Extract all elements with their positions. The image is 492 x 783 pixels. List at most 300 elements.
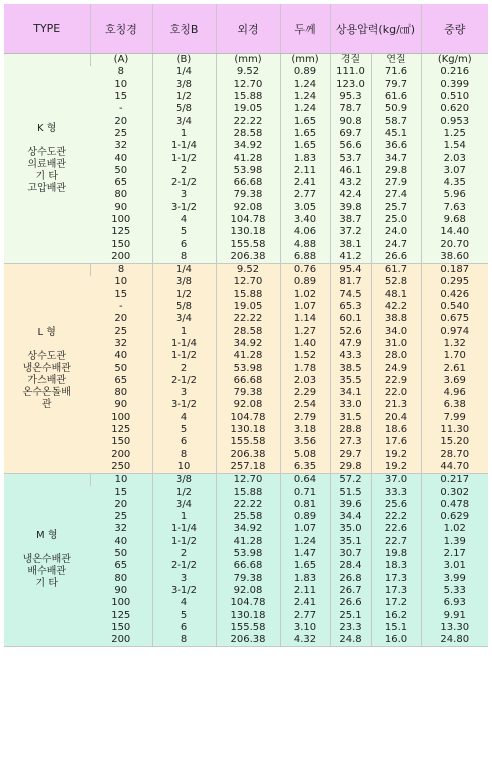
nominal-b-cell: 3-1/2 (152, 399, 216, 411)
weight-cell: 0.295 (421, 276, 488, 288)
copper-pipe-spec-table (4, 4, 488, 647)
nominal-b-cell: 4 (152, 214, 216, 226)
thickness-cell: 1.27 (280, 326, 330, 338)
pressure-soft-cell: 24.7 (371, 238, 421, 250)
weight-cell: 1.70 (421, 350, 488, 362)
pressure-soft-cell: 58.7 (371, 115, 421, 127)
nominal-b-cell: 3 (152, 189, 216, 201)
pressure-soft-cell: 19.2 (371, 461, 421, 474)
thickness-cell: 1.07 (280, 523, 330, 535)
nominal-a-cell: 150 (90, 238, 152, 250)
type-name: K 형 (37, 122, 57, 134)
weight-cell: 1.02 (421, 523, 488, 535)
type-cell (4, 54, 90, 264)
outer-diameter-cell: 34.92 (216, 523, 280, 535)
thickness-cell: 4.32 (280, 634, 330, 647)
nominal-a-cell: - (90, 301, 152, 313)
nominal-b-cell: 2 (152, 362, 216, 374)
outer-diameter-cell: 79.38 (216, 387, 280, 399)
pressure-hard-cell: 23.3 (330, 622, 371, 634)
thickness-cell: 0.89 (280, 276, 330, 288)
thickness-cell: 0.71 (280, 486, 330, 498)
nominal-a-cell: 65 (90, 177, 152, 189)
weight-cell: 1.25 (421, 128, 488, 140)
nominal-a-cell: 200 (90, 449, 152, 461)
weight-cell: 9.68 (421, 214, 488, 226)
outer-diameter-cell: 15.88 (216, 486, 280, 498)
pressure-hard-cell: 28.4 (330, 560, 371, 572)
outer-diameter-cell: 22.22 (216, 115, 280, 127)
nominal-b-cell: 2 (152, 165, 216, 177)
nominal-b-cell: 8 (152, 634, 216, 647)
pressure-soft-cell: 42.2 (371, 301, 421, 313)
pressure-hard-cell: 123.0 (330, 79, 371, 91)
nominal-b-cell: 1/2 (152, 91, 216, 103)
thickness-cell: 1.47 (280, 548, 330, 560)
header-row (4, 4, 488, 54)
nominal-b-cell: 1-1/4 (152, 140, 216, 152)
weight-cell: 6.38 (421, 399, 488, 411)
pressure-soft-cell: 16.2 (371, 609, 421, 621)
unit-w: (Kg/m) (421, 54, 488, 67)
outer-diameter-cell: 41.28 (216, 350, 280, 362)
pressure-soft-cell: 17.3 (371, 585, 421, 597)
pressure-hard-cell: 35.0 (330, 523, 371, 535)
outer-diameter-cell: 9.52 (216, 264, 280, 277)
header-weight: 중량 (421, 4, 488, 54)
pressure-hard-cell: 30.7 (330, 548, 371, 560)
nominal-b-cell: 3/8 (152, 474, 216, 487)
nominal-b-cell: 3-1/2 (152, 585, 216, 597)
weight-cell: 2.17 (421, 548, 488, 560)
thickness-cell: 1.07 (280, 301, 330, 313)
outer-diameter-cell: 92.08 (216, 399, 280, 411)
weight-cell: 0.399 (421, 79, 488, 91)
unit-p2: 연질 (371, 54, 421, 67)
thickness-cell: 4.06 (280, 226, 330, 238)
nominal-a-cell: 50 (90, 362, 152, 374)
nominal-a-cell: - (90, 103, 152, 115)
pressure-hard-cell: 95.3 (330, 91, 371, 103)
pressure-soft-cell: 61.7 (371, 264, 421, 277)
thickness-cell: 1.65 (280, 115, 330, 127)
pressure-soft-cell: 22.6 (371, 523, 421, 535)
pressure-soft-cell: 27.4 (371, 189, 421, 201)
pressure-soft-cell: 17.6 (371, 436, 421, 448)
thickness-cell: 2.11 (280, 165, 330, 177)
unit-a: (A) (90, 54, 152, 67)
pressure-soft-cell: 34.0 (371, 326, 421, 338)
nominal-a-cell: 200 (90, 634, 152, 647)
pressure-hard-cell: 34.1 (330, 387, 371, 399)
thickness-cell: 2.11 (280, 585, 330, 597)
thickness-cell: 3.10 (280, 622, 330, 634)
nominal-a-cell: 20 (90, 115, 152, 127)
pressure-hard-cell: 78.7 (330, 103, 371, 115)
type-name: L 형 (37, 326, 56, 338)
pressure-soft-cell: 24.9 (371, 362, 421, 374)
unit-row (4, 54, 488, 67)
thickness-cell: 1.24 (280, 79, 330, 91)
nominal-b-cell: 5/8 (152, 301, 216, 313)
weight-cell: 0.217 (421, 474, 488, 487)
outer-diameter-cell: 22.22 (216, 499, 280, 511)
nominal-a-cell: 150 (90, 436, 152, 448)
nominal-a-cell: 15 (90, 289, 152, 301)
nominal-a-cell: 90 (90, 202, 152, 214)
nominal-a-cell: 65 (90, 375, 152, 387)
pressure-soft-cell: 50.9 (371, 103, 421, 115)
pressure-soft-cell: 22.0 (371, 387, 421, 399)
weight-cell: 5.96 (421, 189, 488, 201)
pressure-hard-cell: 42.4 (330, 189, 371, 201)
pressure-soft-cell: 36.6 (371, 140, 421, 152)
nominal-b-cell: 3/4 (152, 313, 216, 325)
nominal-a-cell: 80 (90, 572, 152, 584)
outer-diameter-cell: 34.92 (216, 140, 280, 152)
weight-cell: 0.675 (421, 313, 488, 325)
weight-cell: 15.20 (421, 436, 488, 448)
outer-diameter-cell: 79.38 (216, 572, 280, 584)
pressure-soft-cell: 22.2 (371, 511, 421, 523)
nominal-b-cell: 1 (152, 511, 216, 523)
nominal-a-cell: 40 (90, 152, 152, 164)
weight-cell: 0.540 (421, 301, 488, 313)
pressure-hard-cell: 46.1 (330, 165, 371, 177)
pressure-soft-cell: 17.2 (371, 597, 421, 609)
pressure-hard-cell: 28.8 (330, 424, 371, 436)
nominal-a-cell: 8 (90, 264, 152, 277)
weight-cell: 1.54 (421, 140, 488, 152)
pressure-hard-cell: 27.3 (330, 436, 371, 448)
nominal-b-cell: 10 (152, 461, 216, 474)
pressure-soft-cell: 29.8 (371, 165, 421, 177)
pressure-hard-cell: 35.1 (330, 536, 371, 548)
weight-cell: 14.40 (421, 226, 488, 238)
thickness-cell: 2.79 (280, 412, 330, 424)
nominal-b-cell: 8 (152, 449, 216, 461)
thickness-cell: 0.89 (280, 66, 330, 78)
thickness-cell: 1.52 (280, 350, 330, 362)
thickness-cell: 1.24 (280, 91, 330, 103)
pressure-soft-cell: 19.8 (371, 548, 421, 560)
header-nominal-b: 호칭B (152, 4, 216, 54)
pressure-hard-cell: 74.5 (330, 289, 371, 301)
pressure-soft-cell: 31.0 (371, 338, 421, 350)
thickness-cell: 1.65 (280, 128, 330, 140)
pressure-soft-cell: 17.3 (371, 572, 421, 584)
thickness-cell: 0.76 (280, 264, 330, 277)
pressure-hard-cell: 65.3 (330, 301, 371, 313)
outer-diameter-cell: 12.70 (216, 474, 280, 487)
outer-diameter-cell: 9.52 (216, 66, 280, 78)
pressure-soft-cell: 18.3 (371, 560, 421, 572)
nominal-a-cell: 8 (90, 66, 152, 78)
thickness-cell: 0.64 (280, 474, 330, 487)
weight-cell: 0.216 (421, 66, 488, 78)
weight-cell: 7.63 (421, 202, 488, 214)
nominal-b-cell: 4 (152, 597, 216, 609)
pressure-soft-cell: 28.0 (371, 350, 421, 362)
nominal-b-cell: 3/4 (152, 115, 216, 127)
header-thickness: 두께 (280, 4, 330, 54)
pressure-hard-cell: 43.3 (330, 350, 371, 362)
thickness-cell: 1.40 (280, 338, 330, 350)
pressure-soft-cell: 34.7 (371, 152, 421, 164)
thickness-cell: 3.18 (280, 424, 330, 436)
pressure-soft-cell: 38.8 (371, 313, 421, 325)
outer-diameter-cell: 104.78 (216, 412, 280, 424)
pressure-hard-cell: 34.4 (330, 511, 371, 523)
type-uses: 냉온수배관 배수배관 기 타 (22, 554, 71, 590)
weight-cell: 0.302 (421, 486, 488, 498)
weight-cell: 0.426 (421, 289, 488, 301)
outer-diameter-cell: 130.18 (216, 609, 280, 621)
nominal-a-cell: 80 (90, 189, 152, 201)
pressure-soft-cell: 25.7 (371, 202, 421, 214)
thickness-cell: 1.78 (280, 362, 330, 374)
weight-cell: 11.30 (421, 424, 488, 436)
nominal-a-cell: 40 (90, 536, 152, 548)
outer-diameter-cell: 19.05 (216, 301, 280, 313)
nominal-a-cell: 90 (90, 585, 152, 597)
outer-diameter-cell: 104.78 (216, 214, 280, 226)
nominal-a-cell: 100 (90, 597, 152, 609)
nominal-b-cell: 2-1/2 (152, 177, 216, 189)
pressure-soft-cell: 71.6 (371, 66, 421, 78)
type-name: M 형 (36, 530, 58, 542)
weight-cell: 3.99 (421, 572, 488, 584)
unit-b: (B) (152, 54, 216, 67)
nominal-b-cell: 1/4 (152, 66, 216, 78)
nominal-b-cell: 3 (152, 572, 216, 584)
thickness-cell: 3.56 (280, 436, 330, 448)
pressure-soft-cell: 19.2 (371, 449, 421, 461)
nominal-b-cell: 5 (152, 226, 216, 238)
nominal-a-cell: 25 (90, 511, 152, 523)
header-type: TYPE (4, 4, 90, 54)
pressure-hard-cell: 38.1 (330, 238, 371, 250)
pressure-soft-cell: 22.7 (371, 536, 421, 548)
thickness-cell: 0.89 (280, 511, 330, 523)
nominal-a-cell: 125 (90, 226, 152, 238)
pressure-hard-cell: 90.8 (330, 115, 371, 127)
pressure-hard-cell: 41.2 (330, 251, 371, 264)
outer-diameter-cell: 19.05 (216, 103, 280, 115)
nominal-a-cell: 40 (90, 350, 152, 362)
pressure-hard-cell: 39.6 (330, 499, 371, 511)
pressure-hard-cell: 81.7 (330, 276, 371, 288)
unit-od: (mm) (216, 54, 280, 67)
outer-diameter-cell: 15.88 (216, 289, 280, 301)
outer-diameter-cell: 22.22 (216, 313, 280, 325)
nominal-b-cell: 1 (152, 128, 216, 140)
thickness-cell: 6.88 (280, 251, 330, 264)
nominal-a-cell: 32 (90, 338, 152, 350)
type-uses: 상수도관 냉온수배관 가스배관 온수온돌배 관 (22, 350, 71, 410)
outer-diameter-cell: 28.58 (216, 326, 280, 338)
thickness-cell: 1.14 (280, 313, 330, 325)
thickness-cell: 6.35 (280, 461, 330, 474)
weight-cell: 0.629 (421, 511, 488, 523)
nominal-b-cell: 1/2 (152, 486, 216, 498)
outer-diameter-cell: 130.18 (216, 424, 280, 436)
outer-diameter-cell: 206.38 (216, 251, 280, 264)
nominal-b-cell: 5/8 (152, 103, 216, 115)
outer-diameter-cell: 92.08 (216, 585, 280, 597)
weight-cell: 0.510 (421, 91, 488, 103)
nominal-a-cell: 90 (90, 399, 152, 411)
nominal-a-cell: 100 (90, 214, 152, 226)
nominal-b-cell: 6 (152, 622, 216, 634)
weight-cell: 24.80 (421, 634, 488, 647)
thickness-cell: 2.77 (280, 189, 330, 201)
pressure-soft-cell: 27.9 (371, 177, 421, 189)
outer-diameter-cell: 257.18 (216, 461, 280, 474)
weight-cell: 0.974 (421, 326, 488, 338)
thickness-cell: 3.05 (280, 202, 330, 214)
nominal-b-cell: 5 (152, 424, 216, 436)
weight-cell: 20.70 (421, 238, 488, 250)
thickness-cell: 1.65 (280, 560, 330, 572)
thickness-cell: 2.41 (280, 177, 330, 189)
pressure-soft-cell: 48.1 (371, 289, 421, 301)
outer-diameter-cell: 66.68 (216, 177, 280, 189)
outer-diameter-cell: 66.68 (216, 375, 280, 387)
nominal-a-cell: 125 (90, 424, 152, 436)
pressure-soft-cell: 26.6 (371, 251, 421, 264)
outer-diameter-cell: 12.70 (216, 79, 280, 91)
nominal-b-cell: 3 (152, 387, 216, 399)
thickness-cell: 2.77 (280, 609, 330, 621)
pressure-hard-cell: 53.7 (330, 152, 371, 164)
weight-cell: 3.07 (421, 165, 488, 177)
header-working-pressure: 상용압력(kg/㎠) (330, 4, 421, 54)
nominal-a-cell: 100 (90, 412, 152, 424)
pressure-hard-cell: 26.7 (330, 585, 371, 597)
outer-diameter-cell: 66.68 (216, 560, 280, 572)
nominal-a-cell: 80 (90, 387, 152, 399)
weight-cell: 0.478 (421, 499, 488, 511)
nominal-b-cell: 3/8 (152, 276, 216, 288)
weight-cell: 3.69 (421, 375, 488, 387)
nominal-b-cell: 5 (152, 609, 216, 621)
outer-diameter-cell: 53.98 (216, 548, 280, 560)
nominal-a-cell: 50 (90, 548, 152, 560)
thickness-cell: 5.08 (280, 449, 330, 461)
thickness-cell: 2.54 (280, 399, 330, 411)
thickness-cell: 1.24 (280, 103, 330, 115)
thickness-cell: 1.02 (280, 289, 330, 301)
pressure-hard-cell: 33.0 (330, 399, 371, 411)
pressure-hard-cell: 111.0 (330, 66, 371, 78)
nominal-a-cell: 65 (90, 560, 152, 572)
outer-diameter-cell: 15.88 (216, 91, 280, 103)
nominal-a-cell: 200 (90, 251, 152, 264)
nominal-b-cell: 1/4 (152, 264, 216, 277)
pressure-hard-cell: 26.8 (330, 572, 371, 584)
weight-cell: 1.39 (421, 536, 488, 548)
nominal-b-cell: 1-1/2 (152, 350, 216, 362)
pressure-hard-cell: 60.1 (330, 313, 371, 325)
weight-cell: 13.30 (421, 622, 488, 634)
nominal-a-cell: 125 (90, 609, 152, 621)
nominal-a-cell: 150 (90, 622, 152, 634)
nominal-b-cell: 1 (152, 326, 216, 338)
pressure-hard-cell: 43.2 (330, 177, 371, 189)
pressure-hard-cell: 56.6 (330, 140, 371, 152)
nominal-b-cell: 3-1/2 (152, 202, 216, 214)
pressure-hard-cell: 38.5 (330, 362, 371, 374)
nominal-a-cell: 25 (90, 326, 152, 338)
pressure-soft-cell: 22.9 (371, 375, 421, 387)
nominal-a-cell: 250 (90, 461, 152, 474)
outer-diameter-cell: 79.38 (216, 189, 280, 201)
pressure-soft-cell: 25.6 (371, 499, 421, 511)
thickness-cell: 1.83 (280, 152, 330, 164)
weight-cell: 4.96 (421, 387, 488, 399)
nominal-b-cell: 8 (152, 251, 216, 264)
outer-diameter-cell: 155.58 (216, 622, 280, 634)
nominal-b-cell: 3/4 (152, 499, 216, 511)
pressure-hard-cell: 39.8 (330, 202, 371, 214)
pressure-hard-cell: 35.5 (330, 375, 371, 387)
pressure-hard-cell: 37.2 (330, 226, 371, 238)
pressure-hard-cell: 24.8 (330, 634, 371, 647)
pressure-hard-cell: 57.2 (330, 474, 371, 487)
nominal-a-cell: 32 (90, 523, 152, 535)
nominal-b-cell: 1/2 (152, 289, 216, 301)
pressure-hard-cell: 38.7 (330, 214, 371, 226)
outer-diameter-cell: 25.58 (216, 511, 280, 523)
nominal-a-cell: 50 (90, 165, 152, 177)
nominal-a-cell: 15 (90, 486, 152, 498)
weight-cell: 3.01 (421, 560, 488, 572)
nominal-b-cell: 2-1/2 (152, 560, 216, 572)
nominal-a-cell: 10 (90, 79, 152, 91)
pressure-soft-cell: 20.4 (371, 412, 421, 424)
pressure-soft-cell: 37.0 (371, 474, 421, 487)
outer-diameter-cell: 53.98 (216, 165, 280, 177)
pressure-hard-cell: 31.5 (330, 412, 371, 424)
outer-diameter-cell: 155.58 (216, 436, 280, 448)
weight-cell: 0.620 (421, 103, 488, 115)
nominal-a-cell: 15 (90, 91, 152, 103)
nominal-a-cell: 10 (90, 474, 152, 487)
nominal-b-cell: 1-1/4 (152, 523, 216, 535)
nominal-a-cell: 32 (90, 140, 152, 152)
thickness-cell: 1.65 (280, 140, 330, 152)
pressure-hard-cell: 29.8 (330, 461, 371, 474)
pressure-soft-cell: 25.0 (371, 214, 421, 226)
nominal-b-cell: 1-1/2 (152, 536, 216, 548)
nominal-b-cell: 3/8 (152, 79, 216, 91)
weight-cell: 0.187 (421, 264, 488, 277)
header-outer-diameter: 외경 (216, 4, 280, 54)
pressure-soft-cell: 33.3 (371, 486, 421, 498)
weight-cell: 44.70 (421, 461, 488, 474)
thickness-cell: 3.40 (280, 214, 330, 226)
thickness-cell: 1.83 (280, 572, 330, 584)
table-row (4, 474, 488, 487)
nominal-a-cell: 10 (90, 276, 152, 288)
pressure-hard-cell: 69.7 (330, 128, 371, 140)
pressure-hard-cell: 25.1 (330, 609, 371, 621)
pressure-hard-cell: 29.7 (330, 449, 371, 461)
weight-cell: 0.953 (421, 115, 488, 127)
outer-diameter-cell: 41.28 (216, 536, 280, 548)
thickness-cell: 2.41 (280, 597, 330, 609)
